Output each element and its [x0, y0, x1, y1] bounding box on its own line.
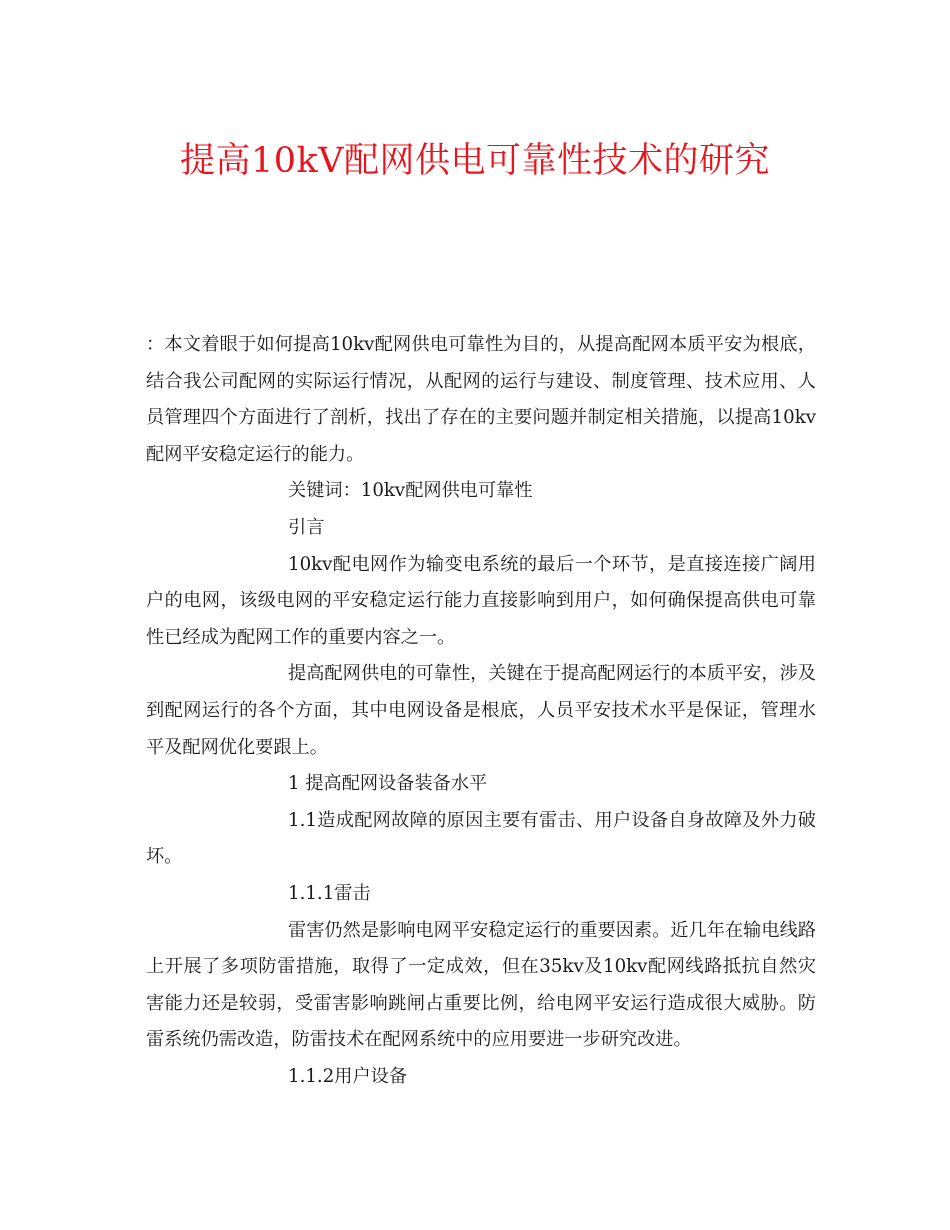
- body-paragraph: 1.1造成配网故障的原因主要有雷击、用户设备自身故障及外力破坏。: [146, 809, 816, 868]
- section-heading-introduction: 引言: [288, 516, 325, 538]
- section-heading-1: 1 提高配网设备装备水平: [288, 773, 488, 795]
- document-body: [146, 327, 816, 1095]
- abstract-paragraph: ：本文着眼于如何提高10kv配网供电可靠性为目的，从提高配网本质平安为根底，结合我公司配网的实际运行情况，从配网的运行与建设、制度管理、技术应用、人员管理四个方面进行了剖析，找出了存在的主要问题并制定相关措施，以提高10kv 配网平安稳定运行的能力。: [146, 334, 816, 465]
- document-title: 提高10kV配网供电可靠性技术的研究: [179, 141, 771, 181]
- keywords-line: 关键词：10kv配网供电可靠性: [288, 480, 533, 502]
- section-heading-1-1-1: 1.1.1雷击: [288, 882, 371, 904]
- body-paragraph: 提高配网供电的可靠性，关键在于提高配网运行的本质平安，涉及到配网运行的各个方面，其中电网设备是根底，人员平安技术水平是保证，管理水平及配网优化要跟上。: [146, 663, 816, 758]
- section-heading-1-1-2: 1.1.2用户设备: [288, 1065, 408, 1087]
- body-paragraph: 10kv配电网作为输变电系统的最后一个环节，是直接连接广阔用户的电网，该级电网的平安稳定运行能力直接影响到用户，如何确保提高供电可靠性已经成为配网工作的重要内容之一。: [146, 553, 816, 648]
- body-paragraph: 雷害仍然是影响电网平安稳定运行的重要因素。近几年在输电线路上开展了多项防雷措施，取得了一定成效，但在35kv及10kv配网线路抵抗自然灾害能力还是较弱，受雷害影响跳闸占重要比例，给电网平安运行造成很大威胁。防雷系统仍需改造，防雷技术在配网系统中的应用要进一步研究改进。: [146, 919, 816, 1051]
